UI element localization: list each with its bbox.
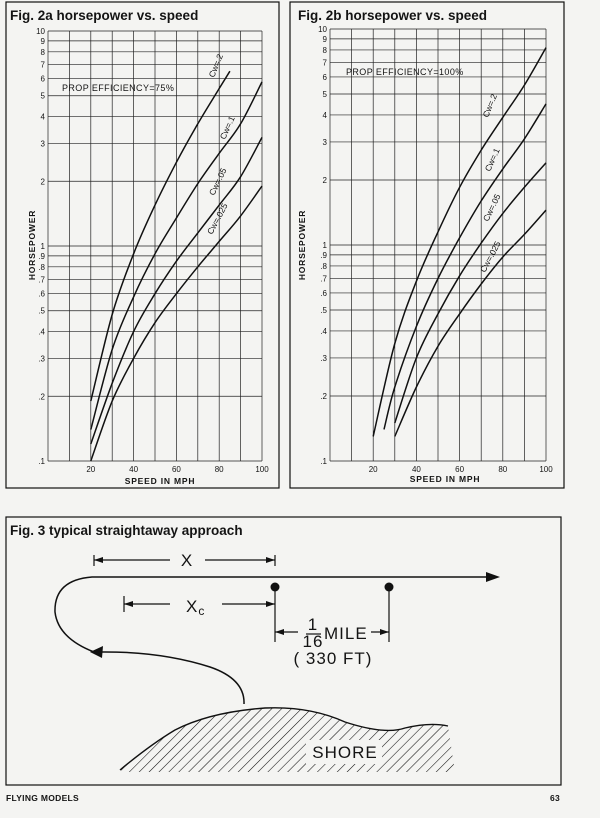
fig-2b-y-axis-label: HORSEPOWER [297, 209, 307, 281]
y-tick-label: 8 [322, 45, 327, 55]
x-tick-label: 80 [498, 465, 508, 474]
return-path-arrowhead [90, 646, 103, 658]
y-tick-label: 4 [40, 112, 45, 122]
mile-fraction-numerator: 1 [307, 615, 319, 634]
fig-2b-title: Fig. 2b horsepower vs. speed [298, 8, 488, 23]
y-tick-label: 2 [322, 175, 327, 185]
x-distance-label: X [180, 551, 194, 570]
x-tick-label: 80 [214, 465, 224, 474]
y-tick-label: .7 [38, 275, 45, 285]
feet-distance: ( 330 FT) [293, 649, 373, 668]
fig-2a-prop-efficiency: PROP EFFICIENCY=75% [62, 83, 175, 93]
flight-path-arrowhead [486, 572, 500, 582]
x-tick-label: 100 [539, 465, 553, 474]
y-tick-label: 10 [36, 27, 45, 36]
y-tick-label: 1 [40, 242, 45, 251]
x-tick-label: 40 [129, 465, 139, 474]
y-tick-label: .1 [38, 457, 45, 466]
y-tick-label: .6 [320, 288, 327, 298]
xc-dim-arrow-right [266, 601, 275, 607]
y-tick-label: .6 [38, 289, 45, 299]
mile-fraction-denominator: 16 [302, 632, 324, 651]
y-tick-label: .9 [38, 251, 45, 261]
y-tick-label: 6 [40, 74, 45, 84]
fig-2a-label-cw-0.05: Cw=.05 [206, 166, 229, 197]
fig-2a-x-axis-label: SPEED IN MPH [124, 476, 196, 486]
fig-2b-x-axis-label: SPEED IN MPH [409, 474, 481, 484]
fig-2a-ticks [36, 27, 269, 474]
marker-1-dot [271, 583, 280, 592]
y-tick-label: .8 [38, 262, 45, 272]
y-tick-label: .7 [320, 274, 327, 284]
y-tick-label: .4 [320, 326, 327, 336]
x-dim-arrow-left [94, 557, 103, 563]
y-tick-label: 1 [322, 241, 327, 250]
y-tick-label: 6 [322, 72, 327, 82]
y-tick-label: .8 [320, 261, 327, 271]
xc-main: X [186, 597, 199, 616]
fig-3-diagram [6, 517, 561, 785]
shore-label: SHORE [312, 743, 378, 762]
y-tick-label: 9 [322, 34, 327, 44]
mile-word: MILE [324, 624, 368, 643]
y-tick-label: .9 [320, 250, 327, 260]
fig-2b-label-cw-0.05: Cw=.05 [480, 192, 503, 223]
y-tick-label: 7 [40, 60, 45, 70]
y-tick-label: .3 [320, 353, 327, 363]
y-tick-label: 3 [322, 137, 327, 147]
fig-3-title: Fig. 3 typical straightaway approach [10, 523, 243, 538]
fig-2a-label-cw-0.2: Cw=.2 [206, 52, 225, 79]
fig-2a-grid [48, 31, 262, 461]
fig-2b-chart [290, 2, 564, 488]
y-tick-label: .5 [320, 306, 327, 316]
y-tick-label: 5 [322, 90, 327, 100]
fig-2a-label-cw-0.025: Cw=.025 [204, 201, 230, 236]
fig-2b-series-labels [478, 92, 503, 274]
x-tick-label: 40 [411, 465, 421, 474]
y-tick-label: 9 [40, 36, 45, 46]
x-tick-label: 100 [255, 465, 269, 474]
shore-hatched-area [120, 708, 455, 772]
xc-subscript: c [198, 604, 206, 618]
flight-path-return [98, 652, 244, 704]
x-tick-label: 60 [455, 465, 465, 474]
fig-2b-label-cw-0.1: Cw=.1 [482, 146, 502, 173]
y-tick-label: 10 [318, 25, 327, 34]
y-tick-label: .4 [38, 327, 45, 337]
fig-2b-label-cw-0.025: Cw=.025 [477, 239, 503, 274]
x-tick-label: 20 [368, 465, 378, 474]
xc-dim-arrow-left [124, 601, 133, 607]
y-tick-label: .2 [320, 391, 327, 401]
fig-2b-prop-efficiency: PROP EFFICIENCY=100% [346, 67, 464, 77]
fig-2a-panel-border [6, 2, 279, 488]
xc-distance-label [186, 597, 205, 618]
footer-page-number: 63 [549, 793, 560, 803]
x-tick-label: 60 [171, 465, 181, 474]
y-tick-label: 7 [322, 58, 327, 68]
fig-2b-label-cw-0.2: Cw=.2 [480, 92, 499, 119]
y-tick-label: 2 [40, 177, 45, 187]
fig-2a-title: Fig. 2a horsepower vs. speed [10, 8, 199, 23]
y-tick-label: 5 [40, 91, 45, 101]
x-dim-arrow-right [266, 557, 275, 563]
fig-2a-chart [6, 2, 279, 488]
y-tick-label: .2 [38, 392, 45, 402]
y-tick-label: 4 [322, 110, 327, 120]
y-tick-label: .3 [38, 354, 45, 364]
y-tick-label: 8 [40, 47, 45, 57]
footer-magazine-name: FLYING MODELS [6, 793, 80, 803]
mile-dim-arrow-right [380, 629, 389, 635]
mile-dim-arrow-left [275, 629, 284, 635]
y-tick-label: .1 [320, 457, 327, 466]
fig-2a-series-labels [205, 52, 237, 236]
fig-2a-label-cw-0.1: Cw=.1 [217, 114, 237, 141]
y-tick-label: 3 [40, 139, 45, 149]
fig-2a-y-axis-label: HORSEPOWER [27, 209, 37, 281]
marker-2-dot [385, 583, 394, 592]
fig-2b-ticks [318, 25, 553, 474]
y-tick-label: .5 [38, 306, 45, 316]
x-tick-label: 20 [86, 465, 96, 474]
